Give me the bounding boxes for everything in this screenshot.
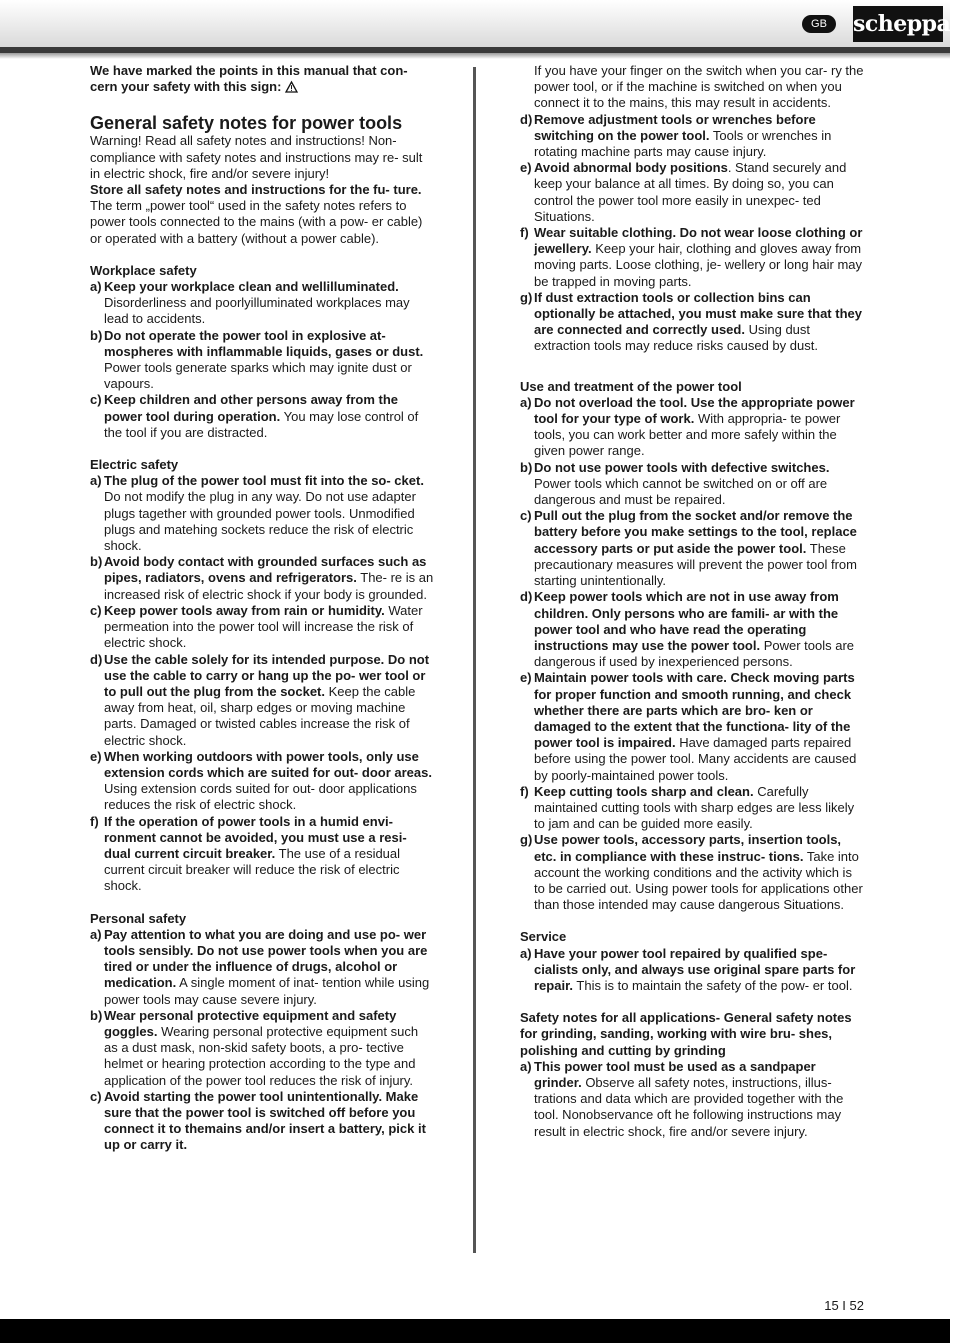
electric-item-f: f) If the operation of power tools in a humid envi- ronment cannot be avoided, you must use a resi- dual current circuit breaker. The use of a residual current circuit breaker will reduce the risk of electric shock. bbox=[90, 813, 407, 894]
term-text: The term „power tool“ used in the safety notes refers to power tools connected to the mains (with a pow- er cable) or operated with a battery (without a power cable). bbox=[90, 198, 423, 246]
personal-item-a: a) Pay attention to what you are doing and use po- wer tools sensibly. Do not use power tools when you are tired or under the influence of drugs, alcohol or medication. A single moment of inat- tention while using power tools may cause severe injury. bbox=[90, 926, 430, 1007]
right-column bbox=[520, 63, 865, 1140]
page-footer-bar bbox=[0, 1319, 950, 1343]
use-item-d: d) Keep power tools which are not in use away from children. Only persons who are famili- ar with the power tool and who have read the operating instructions may use the power tool. Power tools are dangerous if used by inexperienced persons. bbox=[520, 589, 855, 670]
use-item-f: f) Keep cutting tools sharp and clean. Carefully maintained cutting tools with sharp edges are less likely to jam and can be guided more easily. bbox=[520, 783, 855, 832]
page-title: General safety notes for power tools bbox=[90, 113, 403, 134]
personal-item-e: e) Avoid abnormal body positions. Stand securely and keep your balance at all times. By doing so, you can control the power tool more easily in unexpec- ted Situations. bbox=[520, 160, 847, 224]
electric-item-a: a) The plug of the power tool must fit into the so- cket. Do not modify the plug in any way. Do not use adapter plugs tagether with grounded power tools. Unmodified plugs and matehing sockets reduce the risk of electric shock. bbox=[90, 473, 424, 554]
brand-logo: scheppach bbox=[853, 6, 943, 42]
electric-item-b: b) Avoid body contact with grounded surfaces such as pipes, radiators, ovens and refrigerators. The- re is an increased risk of electric shock if your body is grounded. bbox=[90, 554, 434, 602]
section-heading-workplace: Workplace safety bbox=[90, 262, 197, 278]
left-column bbox=[90, 63, 434, 1154]
use-item-b: b) Do not use power tools with defective switches. Power tools which cannot be switched on or off are dangerous and must be repaired. bbox=[520, 459, 830, 508]
electric-item-e: e) When working outdoors with power tools, only use extension cords which are suited for out- door areas. Using extension cords suited for out- door applications reduces the risk of electric shock. bbox=[90, 748, 432, 813]
workplace-item-b: b) Do not operate the power tool in explosive at- mospheres with inflammable liquids, gases or dust. Power tools generate sparks which may ignite dust or vapours. bbox=[90, 327, 424, 392]
header-shadow bbox=[0, 53, 950, 59]
warning-triangle-icon bbox=[285, 81, 298, 93]
section-heading-applications: Safety notes for all applications- General safety notes for grinding, sanding, working with wire bru- shes, polishing and cutting by grinding bbox=[520, 1010, 852, 1058]
section-heading-service: Service bbox=[520, 929, 567, 945]
use-item-g: g) Use power tools, accessory parts, insertion tools, etc. in compliance with these instruc- tions. Take into account the working conditions and the activity which is to be carried out. Using power tools for applications other than those intended may cause dangerous Situations. bbox=[520, 832, 863, 913]
applications-item-a: a) This power tool must be used as a sandpaper grinder. Observe all safety notes, instructions, illus- trations and data which are provided together with the tool. Nonobservance oft he following instructions may result in electric shock, fire and/or severe injury. bbox=[520, 1058, 844, 1139]
section-heading-personal: Personal safety bbox=[90, 910, 187, 926]
workplace-item-c: c) Keep children and other persons away from the power tool during operation. You may lose control of the tool if you are distracted. bbox=[90, 392, 419, 440]
language-badge: GB bbox=[802, 15, 836, 33]
use-item-a: a) Do not overload the tool. Use the appropriate power tool for your type of work. With appropria- te power tools, you can work better and more safely within the given power range. bbox=[520, 394, 855, 459]
section-heading-use: Use and treatment of the power tool bbox=[520, 378, 742, 394]
personal-item-c-continued: If you have your finger on the switch when you car- ry the power tool, or if the machine is switched on when you connect it to the mains, this may result in accidents. bbox=[534, 63, 864, 111]
service-item-a: a) Have your power tool repaired by qualified spe- cialists only, and always use original spare parts for repair. This is to maintain the safety of the pow- er tool. bbox=[520, 945, 856, 993]
electric-item-c: c) Keep power tools away from rain or humidity. Water permeation into the power tool will increase the risk of electric shock. bbox=[90, 602, 423, 651]
personal-item-d: d) Remove adjustment tools or wrenches before switching on the power tool. Tools or wrenches in rotating machine parts may cause injury. bbox=[520, 111, 832, 160]
use-item-e: e) Maintain power tools with care. Check moving parts for proper function and smooth running, and check whether there are parts which are bro- ken or damaged to the extent that the functiona- lity of the power tool is impaired. Have damaged parts repaired before using the power tool. Many accidents are caused by poorly-maintained power tools. bbox=[520, 670, 857, 783]
use-item-c: c) Pull out the plug from the socket and/or remove the battery before you make settings to the tool, replace accessory parts or put aside the power tool. These precautionary measures will prevent the power tool from starting unintentionally. bbox=[520, 508, 857, 589]
intro-text: We have marked the points in this manual that con- cern your safety with this sign: bbox=[90, 63, 408, 95]
personal-item-g: g) If dust extraction tools or collection bins can optionally be attached, you must make sure that they are connected and correctly used. Using dust extraction tools may reduce risks caused by dust. bbox=[520, 289, 862, 354]
page-number: 15 I 52 bbox=[824, 1298, 864, 1313]
store-text: Store all safety notes and instructions for the fu- ture. bbox=[90, 182, 422, 198]
warning-text: Warning! Read all safety notes and instructions! Non- compliance with safety notes and instructions may re- sult in electric shock, fire and/or severe injury! bbox=[90, 133, 423, 181]
electric-item-d: d) Use the cable solely for its intended purpose. Do not use the cable to carry or hang up the po- wer tool or to pull out the plug from the socket. Keep the cable away from heat, oil, sharp edges or moving machine parts. Damaged or twisted cables increase the risk of electric shock. bbox=[90, 651, 430, 748]
column-divider bbox=[473, 67, 476, 1253]
personal-item-c: c) Avoid starting the power tool unintentionally. Make sure that the power tool is switched off before you connect it to themains and/or insert a battery, pick it up or carry it. bbox=[90, 1088, 426, 1153]
personal-item-f: f) Wear suitable clothing. Do not wear loose clothing or jewellery. Keep your hair, clothing and gloves away from moving parts. Loose clothing, je- wellery or long hair may be trapped in moving parts. bbox=[520, 225, 863, 289]
personal-item-b: b) Wear personal protective equipment and safety goggles. Wearing personal protective equipment such as a dust mask, non-skid safety boots, a pro- tective helmet or hearing protection according to the type and application of the power tool reduces the risk of injury. bbox=[90, 1007, 419, 1088]
workplace-item-a: a) Keep your workplace clean and wellilluminated. Disorderliness and poorlyilluminated workplaces may lead to accidents. bbox=[90, 279, 410, 327]
section-heading-electric: Electric safety bbox=[90, 457, 179, 473]
